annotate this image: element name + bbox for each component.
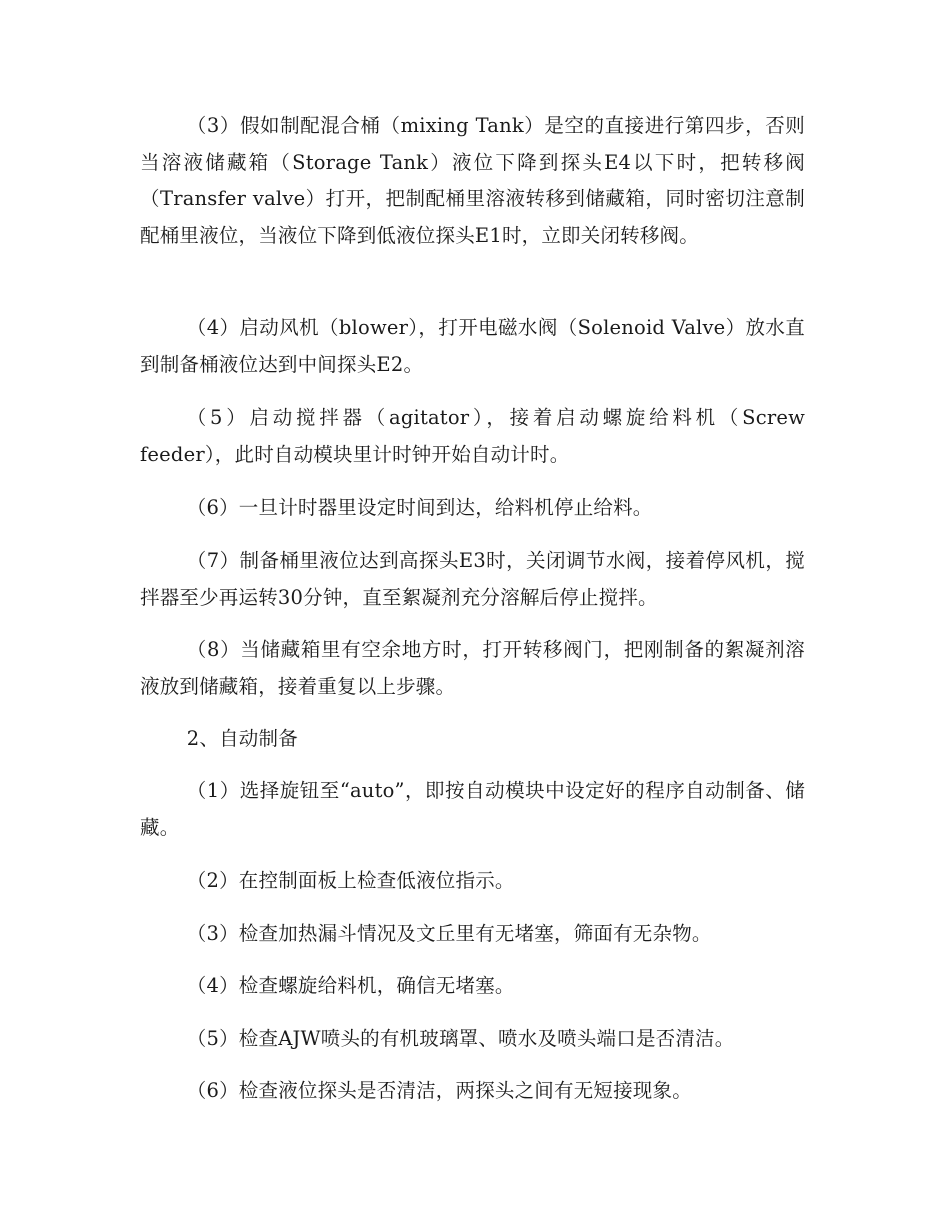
paragraph-step-4: （4）启动风机（blower），打开电磁水阀（Solenoid Valve）放水直到制备桶液位达到中间探头E2。: [140, 316, 805, 376]
paragraph-step-6: （6）一旦计时器里设定时间到达，给料机停止给料。: [186, 496, 653, 519]
paragraph-step-5: （5）启动搅拌器（agitator），接着启动螺旋给料机（Screw feeder），此时自动模块里计时钟开始自动计时。: [140, 406, 805, 466]
section-heading-auto-preparation: 2、自动制备: [186, 727, 298, 750]
paragraph-step-7: （7）制备桶里液位达到高探头E3时，关闭调节水阀，接着停风机，搅拌器至少再运转30分钟，直至絮凝剂充分溶解后停止搅拌。: [140, 549, 805, 609]
paragraph-auto-step-2: （2）在控制面板上检查低液位指示。: [186, 869, 515, 892]
paragraph-auto-step-5: （5）检查AJW喷头的有机玻璃罩、喷水及喷头端口是否清洁。: [186, 1027, 735, 1050]
paragraph-auto-step-4: （4）检查螺旋给料机，确信无堵塞。: [186, 974, 515, 997]
paragraph-step-8: （8）当储藏箱里有空余地方时，打开转移阀门，把刚制备的絮凝剂溶液放到储藏箱，接着重复以上步骤。: [140, 638, 805, 698]
paragraph-step-3: （3）假如制配混合桶（mixing Tank）是空的直接进行第四步，否则当溶液储藏箱（Storage Tank）液位下降到探头E4以下时，把转移阀（Transfer valve）打开，把制配桶里溶液转移到储藏箱，同时密切注意制配桶里液位，当液位下降到低液位探头E1时，立即关闭转移阀。: [140, 114, 805, 247]
paragraph-auto-step-3: （3）检查加热漏斗情况及文丘里有无堵塞，筛面有无杂物。: [186, 922, 712, 945]
paragraph-auto-step-6: （6）检查液位探头是否清洁，两探头之间有无短接现象。: [186, 1079, 692, 1102]
paragraph-auto-step-1: （1）选择旋钮至“auto”，即按自动模块中设定好的程序自动制备、储藏。: [140, 779, 805, 839]
